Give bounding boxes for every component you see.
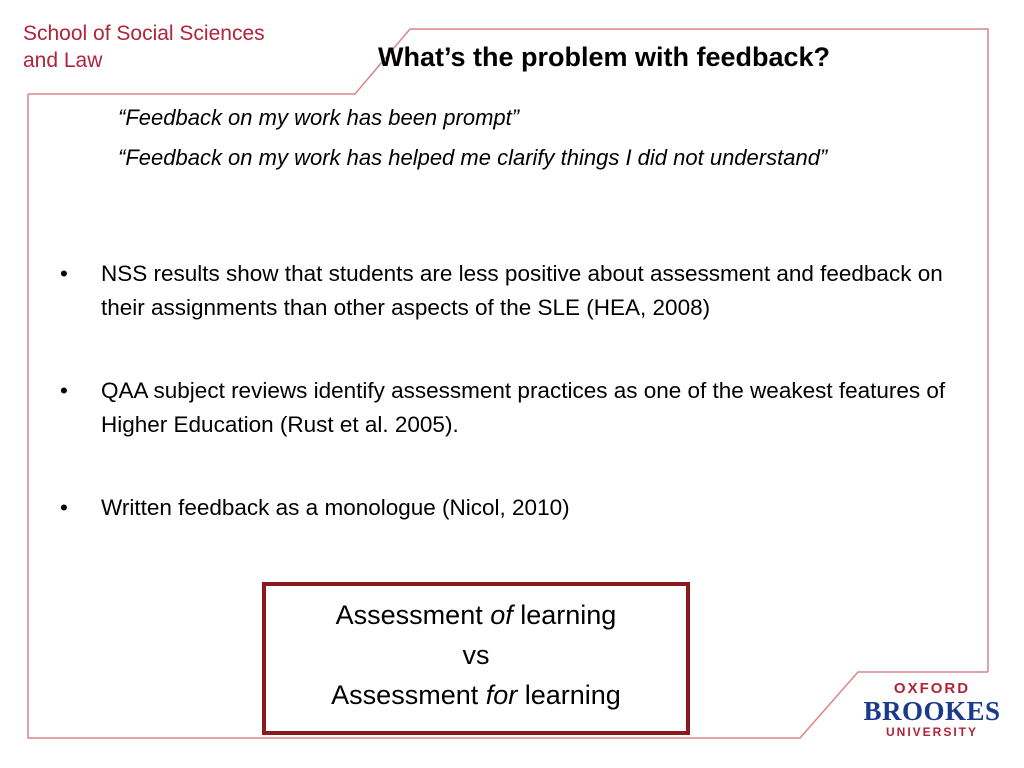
box-line-for: Assessment for learning — [331, 680, 621, 710]
school-name — [23, 20, 265, 74]
quote-prompt: “Feedback on my work has been prompt” — [118, 105, 520, 130]
logo-oxford: OXFORD — [893, 680, 971, 697]
oxford-brookes-logo — [862, 681, 1002, 739]
quote-clarify: “Feedback on my work has helped me clarify things I did not understand” — [118, 145, 828, 170]
school-name-line1: School of Social Sciences — [23, 22, 265, 45]
bullet-text: NSS results show that students are less positive about assessment and feedback on their assignments than other aspects of the SLE (HEA, 2008) — [101, 261, 943, 320]
bullet-item — [60, 257, 960, 325]
bullet-dot: • — [60, 378, 68, 403]
bullet-text: QAA subject reviews identify assessment practices as one of the weakest features of Higher Education (Rust et al. 2005). — [101, 378, 946, 437]
highlight-box — [262, 582, 690, 735]
box-line-vs: vs — [462, 640, 490, 670]
bullet-text: Written feedback as a monologue (Nicol, 2010) — [101, 495, 570, 520]
logo-university: UNIVERSITY — [885, 725, 978, 739]
school-name-line2: and Law — [23, 49, 103, 72]
logo-brookes: BROOKES — [863, 696, 1001, 726]
bullet-item — [60, 491, 960, 525]
slide-title: What’s the problem with feedback? — [378, 42, 831, 72]
bullet-list — [60, 257, 960, 574]
bullet-item — [60, 374, 960, 442]
bullet-dot: • — [60, 261, 68, 286]
bullet-dot: • — [60, 495, 68, 520]
box-line-of: Assessment of learning — [335, 600, 617, 630]
